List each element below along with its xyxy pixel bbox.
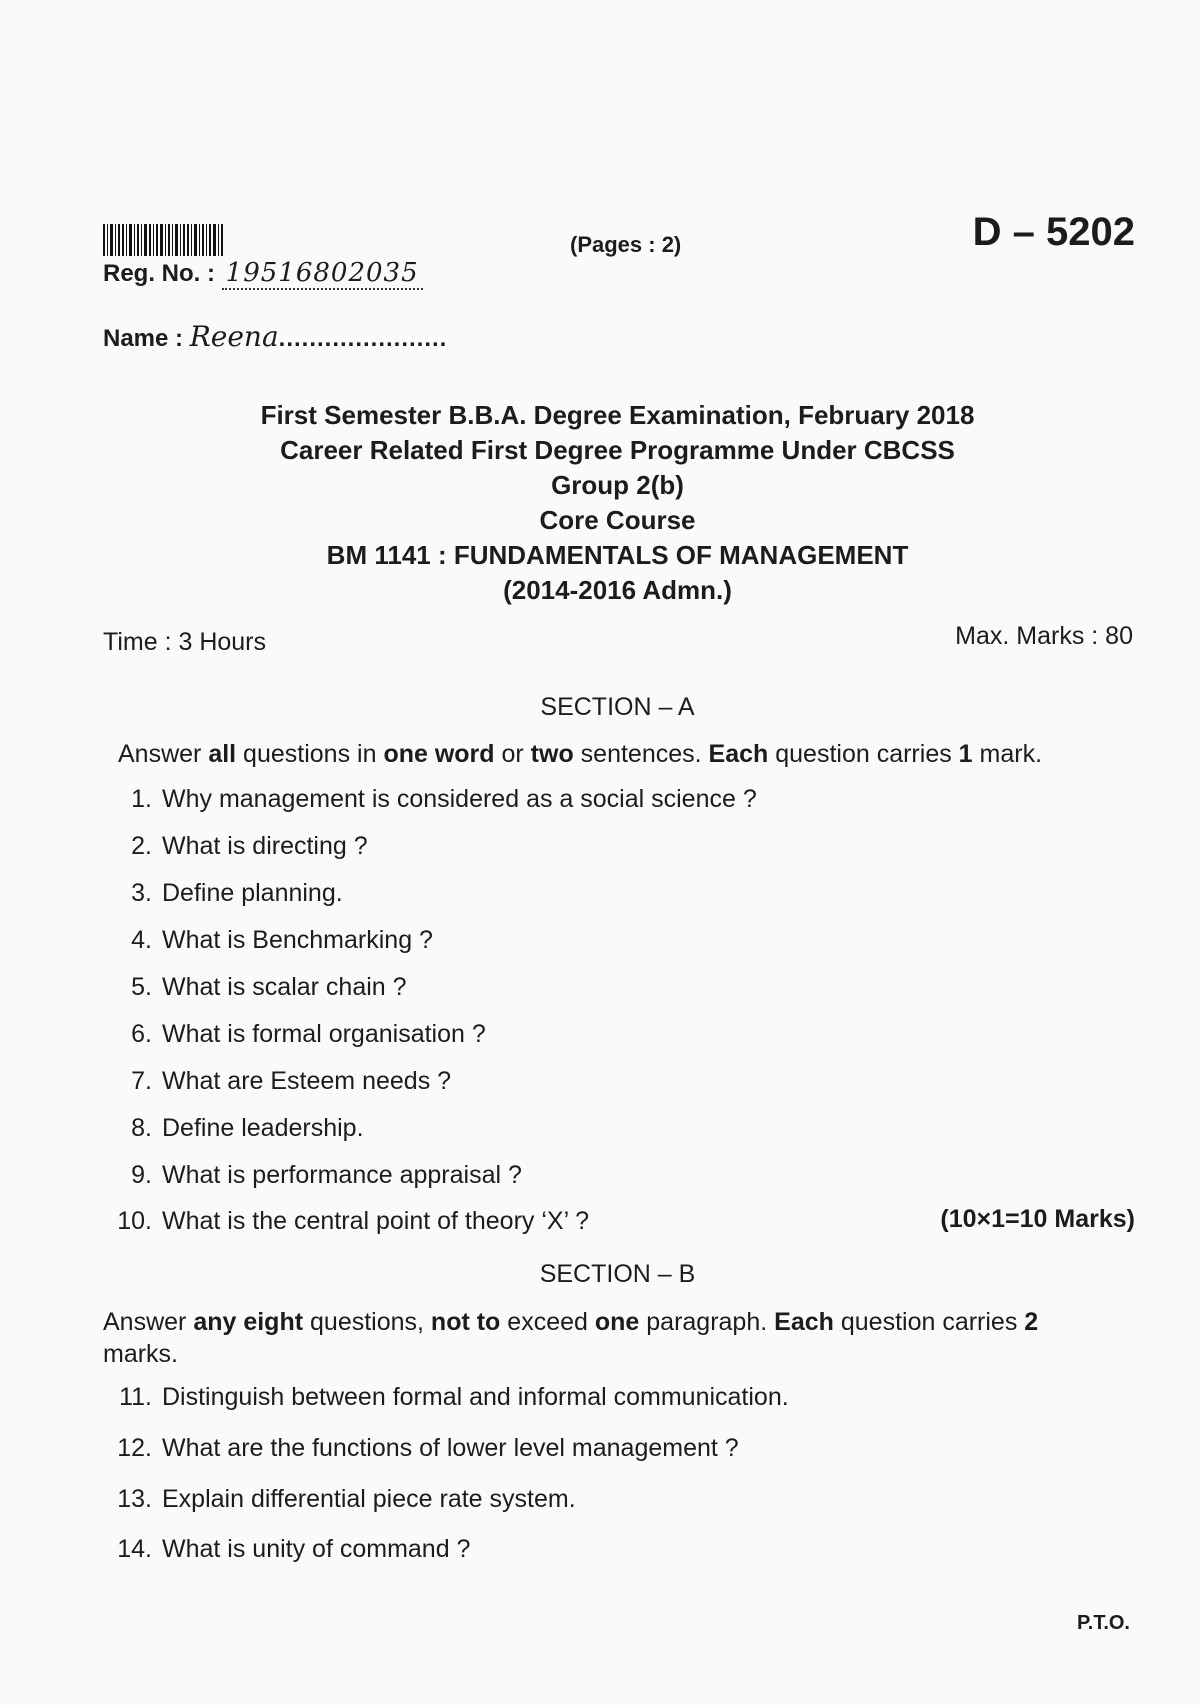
max-marks: Max. Marks : 80 <box>955 622 1133 650</box>
group-title: Group 2(b) <box>551 470 684 500</box>
section-a-heading: SECTION – A <box>540 693 695 721</box>
section-b-instruction: Answer any eight questions, not to exceed one paragraph. Each question carries 2 marks. <box>103 1308 1039 1368</box>
question-item: 12. What are the functions of lower level management ? <box>117 1434 739 1462</box>
question-item: 9. What is performance appraisal ? <box>131 1161 522 1189</box>
question-item: 13. Explain differential piece rate system. <box>117 1485 576 1513</box>
question-item: 1. Why management is considered as a social science ? <box>131 785 757 813</box>
page-count: (Pages : 2) <box>570 232 682 257</box>
reg-no-label: Reg. No. : <box>103 260 215 287</box>
question-item: 8. Define leadership. <box>131 1114 364 1142</box>
time-allowed: Time : 3 Hours <box>103 628 267 656</box>
exam-title-block <box>0 398 1200 608</box>
question-item: 10. What is the central point of theory ‘X’ ? <box>117 1207 590 1235</box>
section-b-heading: SECTION – B <box>539 1260 696 1288</box>
question-item: 6. What is formal organisation ? <box>131 1020 486 1048</box>
name-dots: ...................... <box>278 325 448 352</box>
admission-years: (2014-2016 Admn.) <box>503 575 732 605</box>
question-item: 14. What is unity of command ? <box>117 1535 471 1563</box>
name-value: Reena <box>189 320 279 353</box>
pto-marker: P.T.O. <box>1077 1612 1130 1634</box>
section-a-marks: (10×1=10 Marks) <box>940 1205 1135 1233</box>
name-label: Name : <box>103 325 184 352</box>
course-title: BM 1141 : FUNDAMENTALS OF MANAGEMENT <box>326 540 909 570</box>
programme-title: Career Related First Degree Programme Under CBCSS <box>280 435 955 465</box>
question-item: 2. What is directing ? <box>131 832 368 860</box>
paper-code: D – 5202 <box>972 210 1135 254</box>
section-a-instruction: Answer all questions in one word or two sentences. Each question carries 1 mark. <box>118 740 1043 768</box>
question-item: 3. Define planning. <box>131 879 343 907</box>
course-type: Core Course <box>539 505 696 535</box>
barcode <box>103 224 265 256</box>
reg-no-line <box>103 258 423 288</box>
question-item: 4. What is Benchmarking ? <box>131 926 433 954</box>
question-item: 11. Distinguish between formal and informal communication. <box>119 1383 789 1411</box>
exam-title: First Semester B.B.A. Degree Examination, February 2018 <box>260 400 975 430</box>
reg-no-value: 19516802035 <box>222 258 423 290</box>
name-line <box>103 320 447 353</box>
question-item: 7. What are Esteem needs ? <box>131 1067 452 1095</box>
question-item: 5. What is scalar chain ? <box>131 973 407 1001</box>
